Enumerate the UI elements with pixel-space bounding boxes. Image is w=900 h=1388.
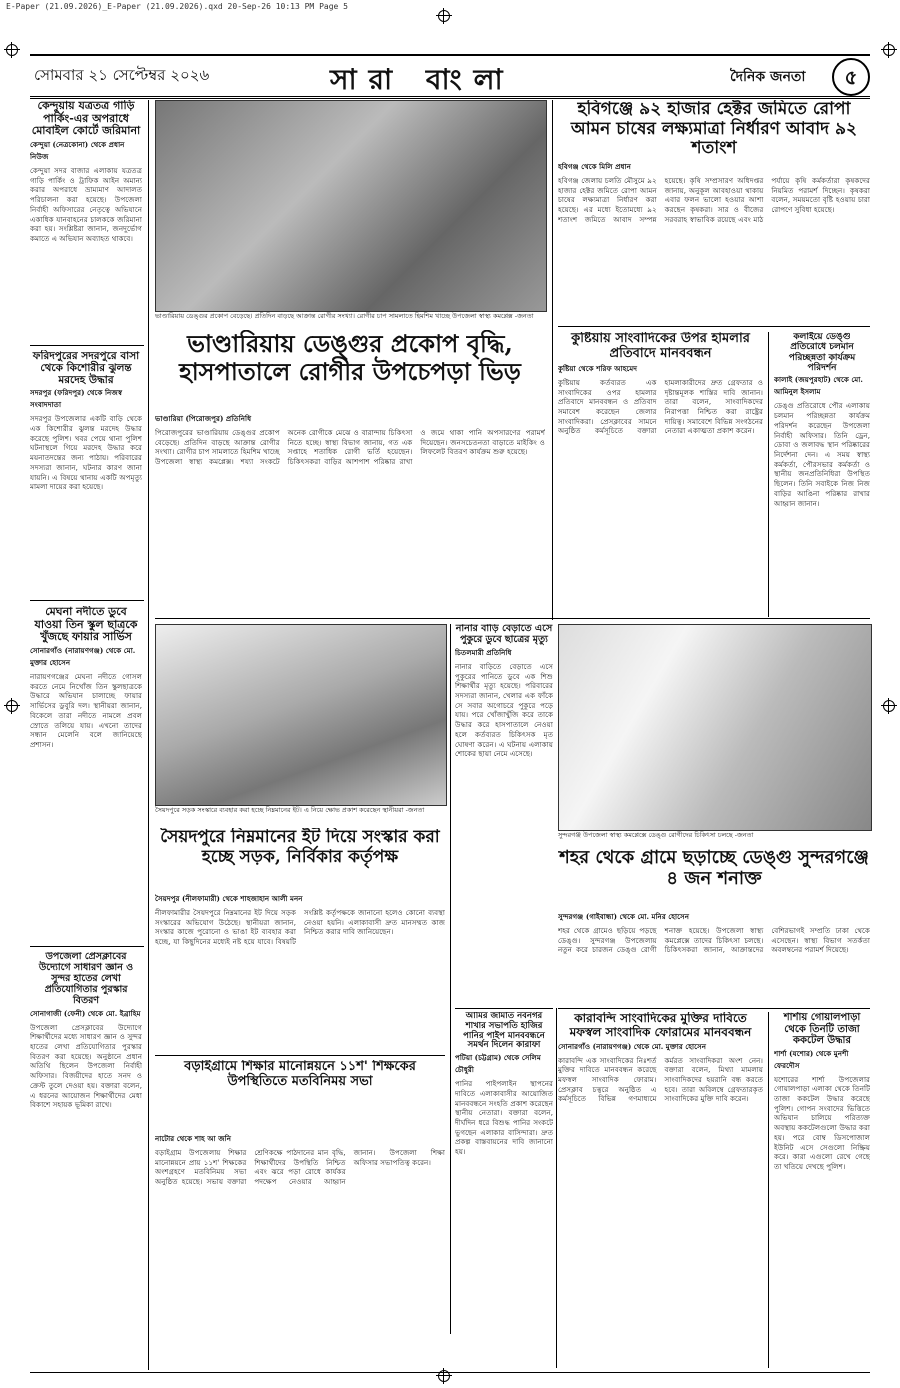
headline: কেন্দুয়ায় যত্রতত্র গাড়ি পার্কিং-এর অপরাধে মোবাইল কোর্টে জরিমানা <box>31 100 141 138</box>
article-kendua <box>30 100 142 340</box>
byline: কালাই (জয়পুরহাট) থেকে মো. আমিনুল ইসলাম <box>774 375 863 397</box>
article-meghna <box>30 606 142 941</box>
registration-mark-icon <box>6 700 18 712</box>
column-rule <box>768 1012 769 1368</box>
byline: শার্শা (যশোর) থেকে মুনশী ফেরদৌস <box>774 1048 849 1070</box>
column-rule <box>450 624 451 1334</box>
article-education <box>155 1132 445 1368</box>
article-body: নীলফামারীর সৈয়দপুরে নিম্নমানের ইট দিয়ে সড়ক সংস্কারের অভিযোগ উঠেছে। স্থানীয়রা জানান, সংস্কার কাজে পুরোনো ও ভাঙা ইট ব্যবহার করা হচ্ছে, যা কিছুদিনের মধ্যেই নষ্ট হয়ে যাবে। বিষয়টি সংশ্লিষ্ট কর্তৃপক্ষকে জানানো হলেও কোনো ব্যবস্থা নেওয়া হয়নি। এলাকাবাসী দ্রুত মানসম্মত কাজ নিশ্চিত করার দাবি জানিয়েছেন। <box>155 908 445 947</box>
byline: সোনাগাজী (ফেনী) থেকে মো. ইব্রাহিম <box>30 1008 141 1018</box>
article-syedpur <box>155 892 445 1052</box>
registration-mark-icon <box>883 700 895 712</box>
byline: কেন্দুয়া (নেত্রকোনা) থেকে প্রধান নিউজ <box>30 139 125 161</box>
article-body: বড়াইগ্রাম উপজেলায় শিক্ষার মানোন্নয়নে প্রায় ১১শ' শিক্ষকের অংশগ্রহণে মতবিনিময় সভা অনুষ্ঠিত হয়েছে। সভায় বক্তারা শ্রেণিকক্ষে পাঠদানের মান বৃদ্ধি, শিক্ষার্থীদের উপস্থিতি নিশ্চিত এবং ঝরে পড়া রোধে কার্যকর পদক্ষেপ নেওয়ার আহ্বান জানান। উপজেলা শিক্ষা অফিসার সভাপতিত্ব করেন। <box>155 1148 445 1187</box>
byline: সৈয়দপুর (নীলফামারী) থেকে শাহজাহান আলী মনন <box>155 894 303 903</box>
article-goalpara <box>774 1012 870 1368</box>
registration-mark-icon <box>438 10 450 22</box>
bottom-rule <box>30 1372 870 1373</box>
lead-headline: হবিগঞ্জে ৯২ হাজার হেক্টর জমিতে রোপা আমন চাষের লক্ষ্যমাত্রা নির্ধারণ আবাদ ৯২ শতাংশ <box>570 100 858 158</box>
education-headline-box <box>155 1060 445 1130</box>
photo-caption: সুন্দরগঞ্জ উপজেলা স্বাস্থ্য কমপ্লেক্সে ডেঙ্গু রোগীদের চিকিৎসা চলছে -জনতা <box>558 831 754 839</box>
article-body: ডেঙ্গু প্রতিরোধে পৌর এলাকায় চলমান পরিচ্ছন্নতা কার্যক্রম পরিদর্শন করেছেন উপজেলা নির্বাহী অফিসার। তিনি ড্রেন, ডোবা ও জলাবদ্ধ স্থান পরিষ্কারের নির্দেশনা দেন। এ সময় স্বাস্থ্য কর্মকর্তা, পৌরসভার কর্মকর্তা ও স্থানীয় জনপ্রতিনিধিরা উপস্থিত ছিলেন। তিনি সবাইকে নিজ নিজ বাড়ির আঙিনা পরিষ্কার রাখার আহ্বান জানান। <box>774 401 870 508</box>
column-rule <box>768 332 769 617</box>
byline: সোনারগাঁও (নারায়ণগঞ্জ) থেকে মো. মুক্তার হোসেন <box>30 645 136 667</box>
column-rule <box>556 1008 557 1368</box>
section-title: সারা বাংলা <box>330 63 515 96</box>
article-press-club <box>30 952 142 1372</box>
article-body: সদরপুর উপজেলার একটি বাড়ি থেকে এক কিশোরীর ঝুলন্ত মরদেহ উদ্ধার করেছে পুলিশ। খবর পেয়ে থানা পুলিশ ঘটনাস্থলে গিয়ে মরদেহ উদ্ধার করে ময়নাতদন্তের জন্য পাঠায়। পরিবারের সদস্যরা জানান, ঘটনার কারণ জানা যায়নি। এ বিষয়ে থানায় একটি অপমৃত্যু মামলা দায়ের করা হয়েছে। <box>30 414 142 492</box>
headline: মেঘনা নদীতে ডুবে যাওয়া তিন স্কুল ছাত্রকে খুঁজছে ফায়ার সার্ভিস <box>34 606 138 644</box>
photo-caption: সৈয়দপুরে সড়ক সংস্কারে ব্যবহার করা হচ্ছে নিম্নমানের ইট। এ নিয়ে ক্ষোভ প্রকাশ করেছেন স্থানীয়রা -জনতা <box>155 806 425 814</box>
article-water <box>455 1012 553 1368</box>
article-body: নারায়ণগঞ্জের মেঘনা নদীতে গোসল করতে নেমে নিখোঁজ তিন স্কুলছাত্রকে উদ্ধারে অভিযান চালাচ্ছে ফায়ার সার্ভিসের ডুবুরি দল। স্থানীয়রা জানান, বিকেলে তারা নদীতে নামলে প্রবল স্রোতে তলিয়ে যায়। এখনো তাদের সন্ধান মেলেনি বলে জানিয়েছে প্রশাসন। <box>30 671 142 749</box>
divider <box>558 1008 870 1009</box>
right-lead-article <box>558 160 870 320</box>
article-body: শহর থেকে গ্রামেও ছড়িয়ে পড়ছে ডেঙ্গু। সুন্দরগঞ্জ উপজেলায় নতুন করে চারজন ডেঙ্গু রোগী শনাক্ত হয়েছে। উপজেলা স্বাস্থ্য কমপ্লেক্সে তাদের চিকিৎসা চলছে। চিকিৎসকরা জানান, আক্রান্তদের বেশিরভাগই সম্প্রতি ঢাকা থেকে এসেছেন। স্বাস্থ্য বিভাগ সতর্কতা অবলম্বনের পরামর্শ দিয়েছে। <box>558 926 870 955</box>
divider <box>155 618 870 619</box>
divider <box>30 345 144 346</box>
article-sadarpur <box>30 350 142 595</box>
photo-caption: ভাণ্ডারিয়ায় ডেঙ্গুর প্রকোপ বেড়েছে। প্রতিদিন বাড়ছে আক্রান্ত রোগীর সংখ্যা। রোগীর চাপ সামলাতে হিমশিম খাচ্ছে উপজেলা স্বাস্থ্য কমপ্লেক্স -জনতা <box>155 312 534 320</box>
column-rule <box>552 100 553 620</box>
headline: কারাবন্দি সাংবাদিকের মুক্তির দাবিতে মফস্বল সাংবাদিক ফোরামের মানববন্ধন <box>569 1012 752 1039</box>
article-kushtia <box>558 332 763 617</box>
article-body: পিরোজপুরের ভাণ্ডারিয়ায় ডেঙ্গুর প্রকোপ বেড়েছে। প্রতিদিন বাড়ছে আক্রান্ত রোগীর সংখ্যা। রোগীর চাপ সামলাতে হিমশিম খাচ্ছে উপজেলা স্বাস্থ্য কমপ্লেক্স। শয্যা সংকটে অনেক রোগীকে মেঝে ও বারান্দায় চিকিৎসা নিতে হচ্ছে। স্বাস্থ্য বিভাগ জানায়, গত এক সপ্তাহে শতাধিক রোগী ভর্তি হয়েছেন। চিকিৎসকরা বাড়ির আশপাশ পরিষ্কার রাখা ও জমে থাকা পানি অপসারণের পরামর্শ দিয়েছেন। জনসচেতনতা বাড়াতে মাইকিং ও লিফলেট বিতরণ কার্যক্রম শুরু হয়েছে। <box>155 428 545 467</box>
lead-headline-box <box>155 330 545 410</box>
article-body: পানির পাইপলাইন স্থাপনের দাবিতে এলাকাবাসীর আয়োজিত মানববন্ধনে সংহতি প্রকাশ করেছেন স্থানীয় নেতারা। বক্তারা বলেন, দীর্ঘদিন ধরে বিশুদ্ধ পানির সংকটে ভুগছেন এলাকার বাসিন্দারা। দ্রুত প্রকল্প বাস্তবায়নের দাবি জানানো হয়। <box>455 1079 553 1157</box>
article-body: যশোরের শার্শা উপজেলার গোয়ালপাড়া এলাকা থেকে তিনটি তাজা ককটেল উদ্ধার করেছে পুলিশ। গোপন সংবাদের ভিত্তিতে অভিযান চালিয়ে পরিত্যক্ত অবস্থায় ককটেলগুলো উদ্ধার করা হয়। পরে বোম্ব ডিসপোজাল ইউনিট এসে সেগুলো নিষ্ক্রিয় করে। কারা এগুলো রেখে গেছে তা খতিয়ে দেখছে পুলিশ। <box>774 1074 870 1171</box>
right-lead-headline-box <box>558 100 870 158</box>
byline: পটিয়া (চট্টগ্রাম) থেকে সেলিম চৌধুরী <box>455 1053 541 1075</box>
lead-article <box>155 412 545 612</box>
byline: সোনারগাঁও (নারায়ণগঞ্জ) থেকে মো. মুক্তার হোসেন <box>558 1041 707 1051</box>
byline: নাটোর থেকে শাহ আ জনি <box>155 1134 231 1143</box>
article-body: হবিগঞ্জ জেলায় চলতি মৌসুমে ৯২ হাজার হেক্টর জমিতে রোপা আমন চাষের লক্ষ্যমাত্রা নির্ধারণ করা হয়েছে। এর মধ্যে ইতোমধ্যে ৯২ শতাংশ জমিতে আবাদ সম্পন্ন হয়েছে। কৃষি সম্প্রসারণ অধিদপ্তর জানায়, অনুকূল আবহাওয়া থাকায় এবার ফলন ভালো হওয়ার আশা করছেন কৃষকরা। সার ও বীজের সরবরাহ স্বাভাবিক রয়েছে এবং মাঠ পর্যায়ে কৃষি কর্মকর্তারা কৃষকদের নিয়মিত পরামর্শ দিচ্ছেন। কৃষকরা বলেন, সময়মতো বৃষ্টি হওয়ায় চারা রোপণে সুবিধা হয়েছে। <box>558 176 870 224</box>
divider <box>558 326 870 327</box>
article-body: কারাবন্দি এক সাংবাদিকের নিঃশর্ত মুক্তির দাবিতে মানববন্ধন করেছে মফস্বল সাংবাদিক ফোরাম। প্রেসক্লাব চত্বরে অনুষ্ঠিত এ কর্মসূচিতে বিভিন্ন গণমাধ্যমে কর্মরত সাংবাদিকরা অংশ নেন। বক্তারা বলেন, মিথ্যা মামলায় সাংবাদিকদের হয়রানি বন্ধ করতে হবে। তারা অবিলম্বে গ্রেফতারকৃত সাংবাদিকের মুক্তি দাবি করেন। <box>558 1055 763 1104</box>
article-body: কেন্দুয়া সদর বাজার এলাকায় যত্রতত্র গাড়ি পার্কিং ও ট্রাফিক আইন অমান্য করার অপরাধে ভ্রাম্যমাণ আদালত পরিচালনা করা হয়েছে। উপজেলা নির্বাহী অফিসারের নেতৃত্বে অভিযানে একাধিক যানবাহনের চালককে জরিমানা করা হয়। সংশ্লিষ্টরা জানান, জনদুর্ভোগ কমাতে এ অভিযান অব্যাহত থাকবে। <box>30 165 142 243</box>
lead-headline: ভাণ্ডারিয়ায় ডেঙ্গুর প্রকোপ বৃদ্ধি, হাসপাতালে রোগীর উপচেপড়া ভিড় <box>179 330 521 386</box>
registration-mark-icon <box>6 44 18 56</box>
article-pond <box>455 624 553 1004</box>
issue-date: সোমবার ২১ সেপ্টেম্বর ২০২৬ <box>34 66 210 84</box>
headline: সৈয়দপুরে নিম্নমানের ইট দিয়ে সংস্কার করা হচ্ছে সড়ক, নির্বিকার কর্তৃপক্ষ <box>160 828 440 867</box>
byline: ভাণ্ডারিয়া (পিরোজপুর) প্রতিনিধি <box>155 414 252 423</box>
article-journalist <box>558 1012 763 1368</box>
file-info-line: E-Paper (21.09.2026)_E-Paper (21.09.2026).qxd 20-Sep-26 10:13 PM Page 5 <box>6 2 348 11</box>
dengue-ward-photo <box>558 624 872 831</box>
newspaper-name: দৈনিক জনতা <box>730 69 806 85</box>
dengue2-headline-box <box>558 848 870 908</box>
byline: সদরপুর (ফরিদপুর) থেকে নিজস্ব সংবাদদাতা <box>30 388 123 410</box>
headline: কলাইয়ে ডেঙ্গু প্রতিরোধে চলমান পরিচ্ছন্নতা কার্যক্রম পরিদর্শন <box>788 332 856 374</box>
article-kalai <box>774 332 870 617</box>
divider <box>30 946 144 947</box>
article-body: নানার বাড়িতে বেড়াতে এসে পুকুরের পানিতে ডুবে এক শিশু শিক্ষার্থীর মৃত্যু হয়েছে। পরিবারের সদস্যরা জানান, খেলার এক ফাঁকে সে সবার অগোচরে পুকুরে পড়ে যায়। পরে খোঁজাখুঁজি করে তাকে উদ্ধার করে হাসপাতালে নেওয়া হলে কর্তব্যরত চিকিৎসক মৃত ঘোষণা করেন। এ ঘটনায় এলাকায় শোকের ছায়া নেমে এসেছে। <box>455 661 553 759</box>
divider <box>155 1055 445 1056</box>
headline: বড়াইগ্রামে শিক্ষার মানোন্নয়নে ১১শ' শিক্ষকের উপস্থিতিতে মতবিনিময় সভা <box>184 1060 416 1089</box>
page-header <box>30 54 870 99</box>
headline: আমির জামাত নবনগর শাখার সভাপতি হাজির পানির পাইপ মানববন্ধনে সমর্থন দিলেন কারাফা <box>463 1012 545 1051</box>
headline: শার্শায় গোয়ালপাড়া থেকে তিনটি তাজা ককটেল উদ্ধার <box>783 1012 861 1046</box>
article-body: কুষ্টিয়ায় কর্তব্যরত এক সাংবাদিকের ওপর হামলার প্রতিবাদে মানববন্ধন ও প্রতিবাদ সমাবেশ করেছেন জেলার সাংবাদিকরা। প্রেসক্লাবের সামনে অনুষ্ঠিত কর্মসূচিতে বক্তারা হামলাকারীদের দ্রুত গ্রেফতার ও দৃষ্টান্তমূলক শাস্তির দাবি জানান। তারা বলেন, সাংবাদিকদের নিরাপত্তা নিশ্চিত করা রাষ্ট্রের দায়িত্ব। সমাবেশে বিভিন্ন সংগঠনের নেতারা একাত্মতা প্রকাশ করেন। <box>558 377 763 436</box>
headline: উপজেলা প্রেসক্লাবের উদ্যোগে সাধারণ জ্ঞান ও সুন্দর হাতের লেখা প্রতিযোগিতার পুরস্কার বিতরণ <box>38 952 134 1006</box>
registration-mark-icon <box>883 44 895 56</box>
byline: চিতলমারী প্রতিনিধি <box>455 647 512 657</box>
byline: হবিগঞ্জ থেকে মিলি প্রধান <box>558 162 631 171</box>
headline: ফরিদপুরের সদরপুরে বাসা থেকে কিশোরীর ঝুলন্ত মরদেহ উদ্ধার <box>32 350 140 387</box>
hospital-photo <box>155 100 547 312</box>
road-photo <box>155 624 447 806</box>
column-rule <box>148 100 149 1370</box>
headline: কুষ্টিয়ায় সাংবাদিকের উপর হামলার প্রতিবাদে মানববন্ধন <box>571 332 750 361</box>
article-dengue2 <box>558 910 870 1005</box>
byline: কুষ্টিয়া থেকে শরিফ আহমেদ <box>558 363 638 373</box>
article-body: উপজেলা প্রেসক্লাবের উদ্যোগে শিক্ষার্থীদের মধ্যে সাধারণ জ্ঞান ও সুন্দর হাতের লেখা প্রতিযোগিতার পুরস্কার বিতরণ করা হয়েছে। অনুষ্ঠানে প্রধান অতিথি ছিলেন উপজেলা নির্বাহী অফিসার। বিজয়ীদের হাতে সনদ ও ক্রেস্ট তুলে দেওয়া হয়। বক্তারা বলেন, এ ধরনের আয়োজন শিক্ষার্থীদের মেধা বিকাশে সহায়ক ভূমিকা রাখে। <box>30 1022 142 1110</box>
headline: শহর থেকে গ্রামে ছড়াচ্ছে ডেঙ্গু সুন্দরগঞ্জে ৪ জন শনাক্ত <box>559 848 869 889</box>
divider <box>455 1008 553 1009</box>
byline: সুন্দরগঞ্জ (গাইবান্ধা) থেকে মো. মনির হোসেন <box>558 912 690 921</box>
page-number: ৫ <box>832 58 870 96</box>
headline: নানার বাড়ি বেড়াতে এসে পুকুরে ডুবে ছাত্রের মৃত্যু <box>455 624 553 645</box>
syedpur-headline-box <box>155 828 445 888</box>
divider <box>30 600 144 601</box>
